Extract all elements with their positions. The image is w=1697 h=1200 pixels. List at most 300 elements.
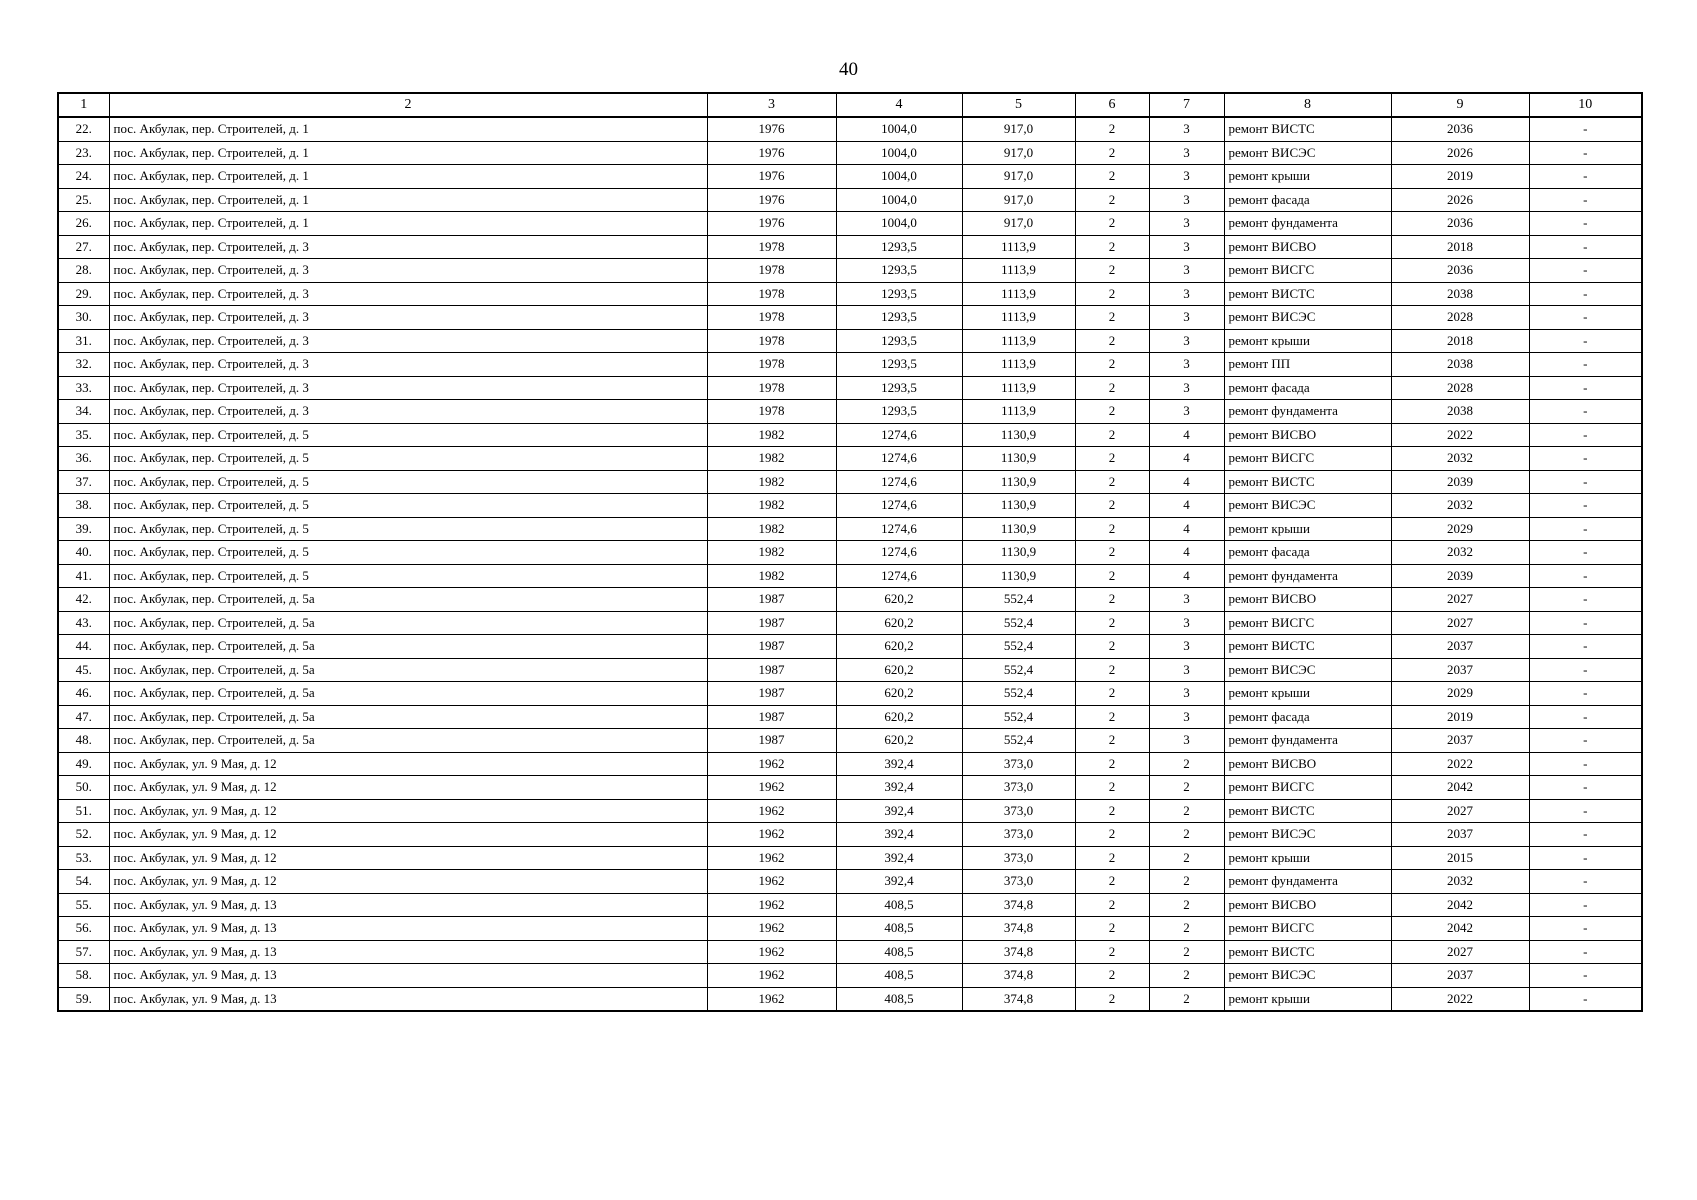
row-number-cell: 33. (58, 376, 109, 400)
note-cell: - (1529, 564, 1642, 588)
total-area-cell: 1293,5 (836, 353, 962, 377)
table-row (58, 517, 1642, 541)
year-built-cell: 1962 (707, 893, 836, 917)
planned-year-cell: 2038 (1391, 282, 1529, 306)
table-row (58, 799, 1642, 823)
entrances-cell: 3 (1149, 117, 1224, 141)
total-area-cell: 1274,6 (836, 494, 962, 518)
table-row (58, 658, 1642, 682)
total-area-cell: 392,4 (836, 846, 962, 870)
address-cell: пос. Акбулак, ул. 9 Мая, д. 12 (109, 799, 707, 823)
entrances-cell: 2 (1149, 846, 1224, 870)
row-number-cell: 51. (58, 799, 109, 823)
floors-cell: 2 (1075, 658, 1149, 682)
total-area-cell: 620,2 (836, 729, 962, 753)
work-type-cell: ремонт ВИСЭС (1224, 658, 1391, 682)
work-type-cell: ремонт крыши (1224, 517, 1391, 541)
row-number-cell: 59. (58, 987, 109, 1011)
entrances-cell: 4 (1149, 423, 1224, 447)
floors-cell: 2 (1075, 353, 1149, 377)
total-area-cell: 392,4 (836, 776, 962, 800)
total-area-cell: 1004,0 (836, 141, 962, 165)
total-area-cell: 392,4 (836, 870, 962, 894)
work-type-cell: ремонт ВИСТС (1224, 940, 1391, 964)
total-area-cell: 408,5 (836, 917, 962, 941)
entrances-cell: 2 (1149, 917, 1224, 941)
floors-cell: 2 (1075, 823, 1149, 847)
floors-cell: 2 (1075, 235, 1149, 259)
floors-cell: 2 (1075, 940, 1149, 964)
row-number-cell: 24. (58, 165, 109, 189)
work-type-cell: ремонт фундамента (1224, 729, 1391, 753)
entrances-cell: 4 (1149, 447, 1224, 471)
total-area-cell: 1293,5 (836, 329, 962, 353)
total-area-cell: 1293,5 (836, 282, 962, 306)
table-row (58, 141, 1642, 165)
floors-cell: 2 (1075, 870, 1149, 894)
work-type-cell: ремонт ВИСГС (1224, 917, 1391, 941)
work-type-cell: ремонт ВИСТС (1224, 117, 1391, 141)
floors-cell: 2 (1075, 423, 1149, 447)
work-type-cell: ремонт ВИСТС (1224, 470, 1391, 494)
planned-year-cell: 2032 (1391, 447, 1529, 471)
total-area-cell: 408,5 (836, 893, 962, 917)
work-type-cell: ремонт фундамента (1224, 564, 1391, 588)
floors-cell: 2 (1075, 752, 1149, 776)
total-area-cell: 620,2 (836, 705, 962, 729)
floors-cell: 2 (1075, 611, 1149, 635)
total-area-cell: 1293,5 (836, 259, 962, 283)
table-row (58, 235, 1642, 259)
year-built-cell: 1962 (707, 940, 836, 964)
address-cell: пос. Акбулак, пер. Строителей, д. 1 (109, 141, 707, 165)
note-cell: - (1529, 306, 1642, 330)
living-area-cell: 917,0 (962, 165, 1075, 189)
planned-year-cell: 2027 (1391, 799, 1529, 823)
table-row (58, 752, 1642, 776)
note-cell: - (1529, 964, 1642, 988)
planned-year-cell: 2027 (1391, 940, 1529, 964)
table-row (58, 682, 1642, 706)
floors-cell: 2 (1075, 329, 1149, 353)
row-number-cell: 39. (58, 517, 109, 541)
planned-year-cell: 2027 (1391, 588, 1529, 612)
column-header: 2 (109, 93, 707, 117)
floors-cell: 2 (1075, 259, 1149, 283)
note-cell: - (1529, 705, 1642, 729)
address-cell: пос. Акбулак, пер. Строителей, д. 3 (109, 329, 707, 353)
table-row (58, 470, 1642, 494)
entrances-cell: 3 (1149, 611, 1224, 635)
planned-year-cell: 2019 (1391, 705, 1529, 729)
planned-year-cell: 2038 (1391, 353, 1529, 377)
table-row (58, 117, 1642, 141)
note-cell: - (1529, 141, 1642, 165)
planned-year-cell: 2042 (1391, 776, 1529, 800)
year-built-cell: 1982 (707, 517, 836, 541)
floors-cell: 2 (1075, 564, 1149, 588)
address-cell: пос. Акбулак, пер. Строителей, д. 5 (109, 541, 707, 565)
row-number-cell: 36. (58, 447, 109, 471)
floors-cell: 2 (1075, 376, 1149, 400)
address-cell: пос. Акбулак, пер. Строителей, д. 1 (109, 212, 707, 236)
table-row (58, 823, 1642, 847)
work-type-cell: ремонт фасада (1224, 376, 1391, 400)
planned-year-cell: 2026 (1391, 188, 1529, 212)
planned-year-cell: 2026 (1391, 141, 1529, 165)
year-built-cell: 1978 (707, 329, 836, 353)
floors-cell: 2 (1075, 846, 1149, 870)
table-row (58, 541, 1642, 565)
living-area-cell: 373,0 (962, 799, 1075, 823)
work-type-cell: ремонт ПП (1224, 353, 1391, 377)
address-cell: пос. Акбулак, пер. Строителей, д. 5а (109, 682, 707, 706)
address-cell: пос. Акбулак, ул. 9 Мая, д. 13 (109, 987, 707, 1011)
total-area-cell: 1274,6 (836, 423, 962, 447)
work-type-cell: ремонт фасада (1224, 541, 1391, 565)
row-number-cell: 58. (58, 964, 109, 988)
table-row (58, 353, 1642, 377)
living-area-cell: 1113,9 (962, 282, 1075, 306)
address-cell: пос. Акбулак, ул. 9 Мая, д. 12 (109, 870, 707, 894)
year-built-cell: 1978 (707, 400, 836, 424)
planned-year-cell: 2038 (1391, 400, 1529, 424)
year-built-cell: 1962 (707, 870, 836, 894)
address-cell: пос. Акбулак, пер. Строителей, д. 5 (109, 447, 707, 471)
floors-cell: 2 (1075, 588, 1149, 612)
note-cell: - (1529, 353, 1642, 377)
total-area-cell: 620,2 (836, 682, 962, 706)
address-cell: пос. Акбулак, пер. Строителей, д. 3 (109, 282, 707, 306)
work-type-cell: ремонт крыши (1224, 846, 1391, 870)
address-cell: пос. Акбулак, ул. 9 Мая, д. 12 (109, 776, 707, 800)
year-built-cell: 1962 (707, 846, 836, 870)
work-type-cell: ремонт ВИСГС (1224, 259, 1391, 283)
table-row (58, 917, 1642, 941)
living-area-cell: 374,8 (962, 940, 1075, 964)
living-area-cell: 1130,9 (962, 423, 1075, 447)
address-cell: пос. Акбулак, ул. 9 Мая, д. 12 (109, 752, 707, 776)
year-built-cell: 1978 (707, 235, 836, 259)
work-type-cell: ремонт фундамента (1224, 400, 1391, 424)
planned-year-cell: 2036 (1391, 117, 1529, 141)
total-area-cell: 1293,5 (836, 306, 962, 330)
living-area-cell: 373,0 (962, 823, 1075, 847)
floors-cell: 2 (1075, 212, 1149, 236)
living-area-cell: 374,8 (962, 987, 1075, 1011)
work-type-cell: ремонт крыши (1224, 682, 1391, 706)
entrances-cell: 3 (1149, 259, 1224, 283)
planned-year-cell: 2037 (1391, 635, 1529, 659)
year-built-cell: 1962 (707, 776, 836, 800)
column-header: 3 (707, 93, 836, 117)
floors-cell: 2 (1075, 893, 1149, 917)
entrances-cell: 2 (1149, 823, 1224, 847)
note-cell: - (1529, 893, 1642, 917)
address-cell: пос. Акбулак, пер. Строителей, д. 5а (109, 635, 707, 659)
year-built-cell: 1962 (707, 917, 836, 941)
row-number-cell: 37. (58, 470, 109, 494)
table-row (58, 423, 1642, 447)
entrances-cell: 3 (1149, 635, 1224, 659)
planned-year-cell: 2028 (1391, 376, 1529, 400)
floors-cell: 2 (1075, 306, 1149, 330)
address-cell: пос. Акбулак, пер. Строителей, д. 5 (109, 494, 707, 518)
note-cell: - (1529, 729, 1642, 753)
work-type-cell: ремонт фундамента (1224, 870, 1391, 894)
living-area-cell: 373,0 (962, 752, 1075, 776)
table-row (58, 846, 1642, 870)
note-cell: - (1529, 376, 1642, 400)
address-cell: пос. Акбулак, ул. 9 Мая, д. 12 (109, 846, 707, 870)
note-cell: - (1529, 165, 1642, 189)
address-cell: пос. Акбулак, пер. Строителей, д. 1 (109, 117, 707, 141)
total-area-cell: 392,4 (836, 752, 962, 776)
living-area-cell: 1113,9 (962, 400, 1075, 424)
row-number-cell: 26. (58, 212, 109, 236)
living-area-cell: 1130,9 (962, 517, 1075, 541)
year-built-cell: 1982 (707, 423, 836, 447)
address-cell: пос. Акбулак, пер. Строителей, д. 3 (109, 259, 707, 283)
planned-year-cell: 2015 (1391, 846, 1529, 870)
table-row (58, 165, 1642, 189)
table-row (58, 400, 1642, 424)
table-row (58, 188, 1642, 212)
entrances-cell: 3 (1149, 141, 1224, 165)
year-built-cell: 1976 (707, 188, 836, 212)
row-number-cell: 47. (58, 705, 109, 729)
entrances-cell: 4 (1149, 541, 1224, 565)
floors-cell: 2 (1075, 447, 1149, 471)
table-row (58, 635, 1642, 659)
address-cell: пос. Акбулак, пер. Строителей, д. 3 (109, 306, 707, 330)
living-area-cell: 917,0 (962, 141, 1075, 165)
note-cell: - (1529, 423, 1642, 447)
planned-year-cell: 2036 (1391, 259, 1529, 283)
row-number-cell: 29. (58, 282, 109, 306)
planned-year-cell: 2019 (1391, 165, 1529, 189)
planned-year-cell: 2037 (1391, 964, 1529, 988)
row-number-cell: 23. (58, 141, 109, 165)
total-area-cell: 392,4 (836, 823, 962, 847)
year-built-cell: 1978 (707, 376, 836, 400)
planned-year-cell: 2042 (1391, 917, 1529, 941)
total-area-cell: 1274,6 (836, 564, 962, 588)
total-area-cell: 1274,6 (836, 470, 962, 494)
living-area-cell: 1130,9 (962, 541, 1075, 565)
floors-cell: 2 (1075, 776, 1149, 800)
row-number-cell: 41. (58, 564, 109, 588)
floors-cell: 2 (1075, 917, 1149, 941)
total-area-cell: 1293,5 (836, 376, 962, 400)
year-built-cell: 1976 (707, 165, 836, 189)
entrances-cell: 3 (1149, 705, 1224, 729)
address-cell: пос. Акбулак, пер. Строителей, д. 5 (109, 470, 707, 494)
table-row (58, 776, 1642, 800)
floors-cell: 2 (1075, 282, 1149, 306)
work-type-cell: ремонт ВИСВО (1224, 893, 1391, 917)
column-header: 1 (58, 93, 109, 117)
entrances-cell: 2 (1149, 940, 1224, 964)
entrances-cell: 2 (1149, 987, 1224, 1011)
address-cell: пос. Акбулак, пер. Строителей, д. 5 (109, 564, 707, 588)
planned-year-cell: 2027 (1391, 611, 1529, 635)
note-cell: - (1529, 188, 1642, 212)
row-number-cell: 44. (58, 635, 109, 659)
note-cell: - (1529, 940, 1642, 964)
living-area-cell: 1113,9 (962, 376, 1075, 400)
total-area-cell: 1004,0 (836, 117, 962, 141)
row-number-cell: 30. (58, 306, 109, 330)
row-number-cell: 43. (58, 611, 109, 635)
entrances-cell: 4 (1149, 564, 1224, 588)
table-header (58, 93, 1642, 117)
year-built-cell: 1987 (707, 635, 836, 659)
planned-year-cell: 2018 (1391, 329, 1529, 353)
entrances-cell: 3 (1149, 658, 1224, 682)
living-area-cell: 552,4 (962, 611, 1075, 635)
note-cell: - (1529, 846, 1642, 870)
entrances-cell: 3 (1149, 376, 1224, 400)
entrances-cell: 3 (1149, 400, 1224, 424)
work-type-cell: ремонт фундамента (1224, 212, 1391, 236)
planned-year-cell: 2036 (1391, 212, 1529, 236)
year-built-cell: 1976 (707, 141, 836, 165)
living-area-cell: 552,4 (962, 682, 1075, 706)
entrances-cell: 3 (1149, 165, 1224, 189)
year-built-cell: 1987 (707, 611, 836, 635)
row-number-cell: 45. (58, 658, 109, 682)
entrances-cell: 3 (1149, 588, 1224, 612)
note-cell: - (1529, 259, 1642, 283)
total-area-cell: 620,2 (836, 658, 962, 682)
row-number-cell: 35. (58, 423, 109, 447)
year-built-cell: 1987 (707, 729, 836, 753)
row-number-cell: 25. (58, 188, 109, 212)
work-type-cell: ремонт ВИСЭС (1224, 494, 1391, 518)
address-cell: пос. Акбулак, ул. 9 Мая, д. 13 (109, 893, 707, 917)
table-row (58, 329, 1642, 353)
floors-cell: 2 (1075, 188, 1149, 212)
row-number-cell: 40. (58, 541, 109, 565)
table-row (58, 494, 1642, 518)
planned-year-cell: 2018 (1391, 235, 1529, 259)
work-type-cell: ремонт ВИСТС (1224, 635, 1391, 659)
total-area-cell: 1274,6 (836, 447, 962, 471)
work-type-cell: ремонт ВИСЭС (1224, 141, 1391, 165)
year-built-cell: 1982 (707, 564, 836, 588)
note-cell: - (1529, 470, 1642, 494)
note-cell: - (1529, 917, 1642, 941)
table-row (58, 987, 1642, 1011)
floors-cell: 2 (1075, 494, 1149, 518)
row-number-cell: 32. (58, 353, 109, 377)
row-number-cell: 54. (58, 870, 109, 894)
note-cell: - (1529, 611, 1642, 635)
capital-repair-table (57, 92, 1643, 1012)
floors-cell: 2 (1075, 705, 1149, 729)
row-number-cell: 50. (58, 776, 109, 800)
row-number-cell: 28. (58, 259, 109, 283)
table-body (58, 117, 1642, 1011)
living-area-cell: 552,4 (962, 658, 1075, 682)
entrances-cell: 4 (1149, 517, 1224, 541)
work-type-cell: ремонт ВИСВО (1224, 752, 1391, 776)
work-type-cell: ремонт ВИСГС (1224, 447, 1391, 471)
table-row (58, 940, 1642, 964)
living-area-cell: 1113,9 (962, 353, 1075, 377)
floors-cell: 2 (1075, 141, 1149, 165)
table-row (58, 376, 1642, 400)
row-number-cell: 49. (58, 752, 109, 776)
table-row (58, 588, 1642, 612)
address-cell: пос. Акбулак, пер. Строителей, д. 3 (109, 353, 707, 377)
total-area-cell: 1293,5 (836, 235, 962, 259)
address-cell: пос. Акбулак, пер. Строителей, д. 5а (109, 611, 707, 635)
row-number-cell: 42. (58, 588, 109, 612)
total-area-cell: 1274,6 (836, 541, 962, 565)
work-type-cell: ремонт ВИСЭС (1224, 306, 1391, 330)
planned-year-cell: 2032 (1391, 494, 1529, 518)
floors-cell: 2 (1075, 117, 1149, 141)
year-built-cell: 1987 (707, 705, 836, 729)
total-area-cell: 620,2 (836, 611, 962, 635)
living-area-cell: 552,4 (962, 729, 1075, 753)
entrances-cell: 3 (1149, 235, 1224, 259)
year-built-cell: 1962 (707, 799, 836, 823)
floors-cell: 2 (1075, 635, 1149, 659)
column-header: 7 (1149, 93, 1224, 117)
total-area-cell: 1004,0 (836, 212, 962, 236)
note-cell: - (1529, 117, 1642, 141)
entrances-cell: 4 (1149, 494, 1224, 518)
address-cell: пос. Акбулак, ул. 9 Мая, д. 12 (109, 823, 707, 847)
total-area-cell: 1004,0 (836, 188, 962, 212)
living-area-cell: 1130,9 (962, 564, 1075, 588)
total-area-cell: 1274,6 (836, 517, 962, 541)
work-type-cell: ремонт ВИСТС (1224, 799, 1391, 823)
entrances-cell: 2 (1149, 870, 1224, 894)
table-row (58, 611, 1642, 635)
year-built-cell: 1978 (707, 353, 836, 377)
table-row (58, 282, 1642, 306)
living-area-cell: 1113,9 (962, 235, 1075, 259)
work-type-cell: ремонт крыши (1224, 987, 1391, 1011)
year-built-cell: 1962 (707, 752, 836, 776)
planned-year-cell: 2039 (1391, 470, 1529, 494)
planned-year-cell: 2037 (1391, 729, 1529, 753)
total-area-cell: 620,2 (836, 588, 962, 612)
entrances-cell: 3 (1149, 353, 1224, 377)
table-row (58, 259, 1642, 283)
note-cell: - (1529, 588, 1642, 612)
work-type-cell: ремонт ВИСВО (1224, 588, 1391, 612)
living-area-cell: 1130,9 (962, 470, 1075, 494)
total-area-cell: 408,5 (836, 940, 962, 964)
floors-cell: 2 (1075, 165, 1149, 189)
living-area-cell: 917,0 (962, 188, 1075, 212)
entrances-cell: 3 (1149, 329, 1224, 353)
work-type-cell: ремонт ВИСЭС (1224, 964, 1391, 988)
planned-year-cell: 2032 (1391, 541, 1529, 565)
note-cell: - (1529, 658, 1642, 682)
planned-year-cell: 2039 (1391, 564, 1529, 588)
planned-year-cell: 2022 (1391, 423, 1529, 447)
entrances-cell: 2 (1149, 799, 1224, 823)
total-area-cell: 620,2 (836, 635, 962, 659)
living-area-cell: 552,4 (962, 588, 1075, 612)
living-area-cell: 917,0 (962, 212, 1075, 236)
